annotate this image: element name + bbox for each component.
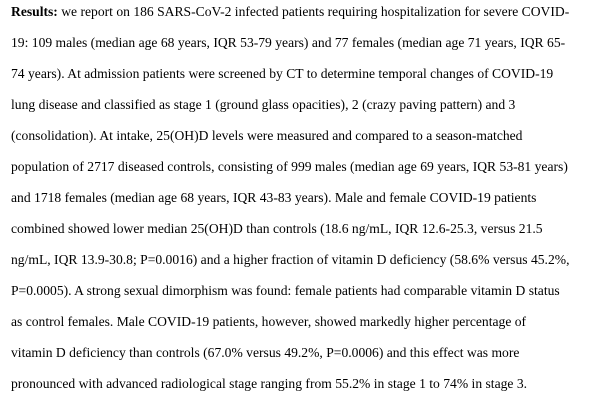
results-line-2: 19: 109 males (median age 68 years, IQR 53-79 years) and 77 females (median age 71 years, IQR 65-: [11, 35, 566, 50]
results-line-13: pronounced with advanced radiological stage ranging from 55.2% in stage 1 to 74% in stage 3.: [11, 376, 528, 391]
results-text-line-1: we report on 186 SARS-CoV-2 infected patients requiring hospitalization for severe COVID-: [57, 4, 570, 19]
results-line-1: [11, 4, 569, 20]
results-line-8: combined showed lower median 25(OH)D than controls (18.6 ng/mL, IQR 12.6-25.3, versus 21.5: [11, 221, 543, 236]
results-line-9: ng/mL, IQR 13.9-30.8; P=0.0016) and a higher fraction of vitamin D deficiency (58.6% versus 45.2%,: [11, 252, 570, 267]
results-line-10: P=0.0005). A strong sexual dimorphism was found: female patients had comparable vitamin D status: [11, 283, 560, 298]
results-line-3: 74 years). At admission patients were screened by CT to determine temporal changes of COVID-19: [11, 66, 554, 81]
results-heading: Results:: [11, 4, 58, 19]
results-line-6: population of 2717 diseased controls, consisting of 999 males (median age 69 years, IQR 53-81 years): [11, 159, 568, 174]
results-line-12: vitamin D deficiency than controls (67.0% versus 49.2%, P=0.0006) and this effect was more: [11, 345, 520, 360]
results-line-5: (consolidation). At intake, 25(OH)D levels were measured and compared to a season-matched: [11, 128, 523, 143]
results-line-11: as control females. Male COVID-19 patients, however, showed markedly higher percentage of: [11, 314, 527, 329]
results-line-7: and 1718 females (median age 68 years, IQR 43-83 years). Male and female COVID-19 patients: [11, 190, 537, 205]
results-line-4: lung disease and classified as stage 1 (ground glass opacities), 2 (crazy paving pattern) and 3: [11, 97, 516, 112]
